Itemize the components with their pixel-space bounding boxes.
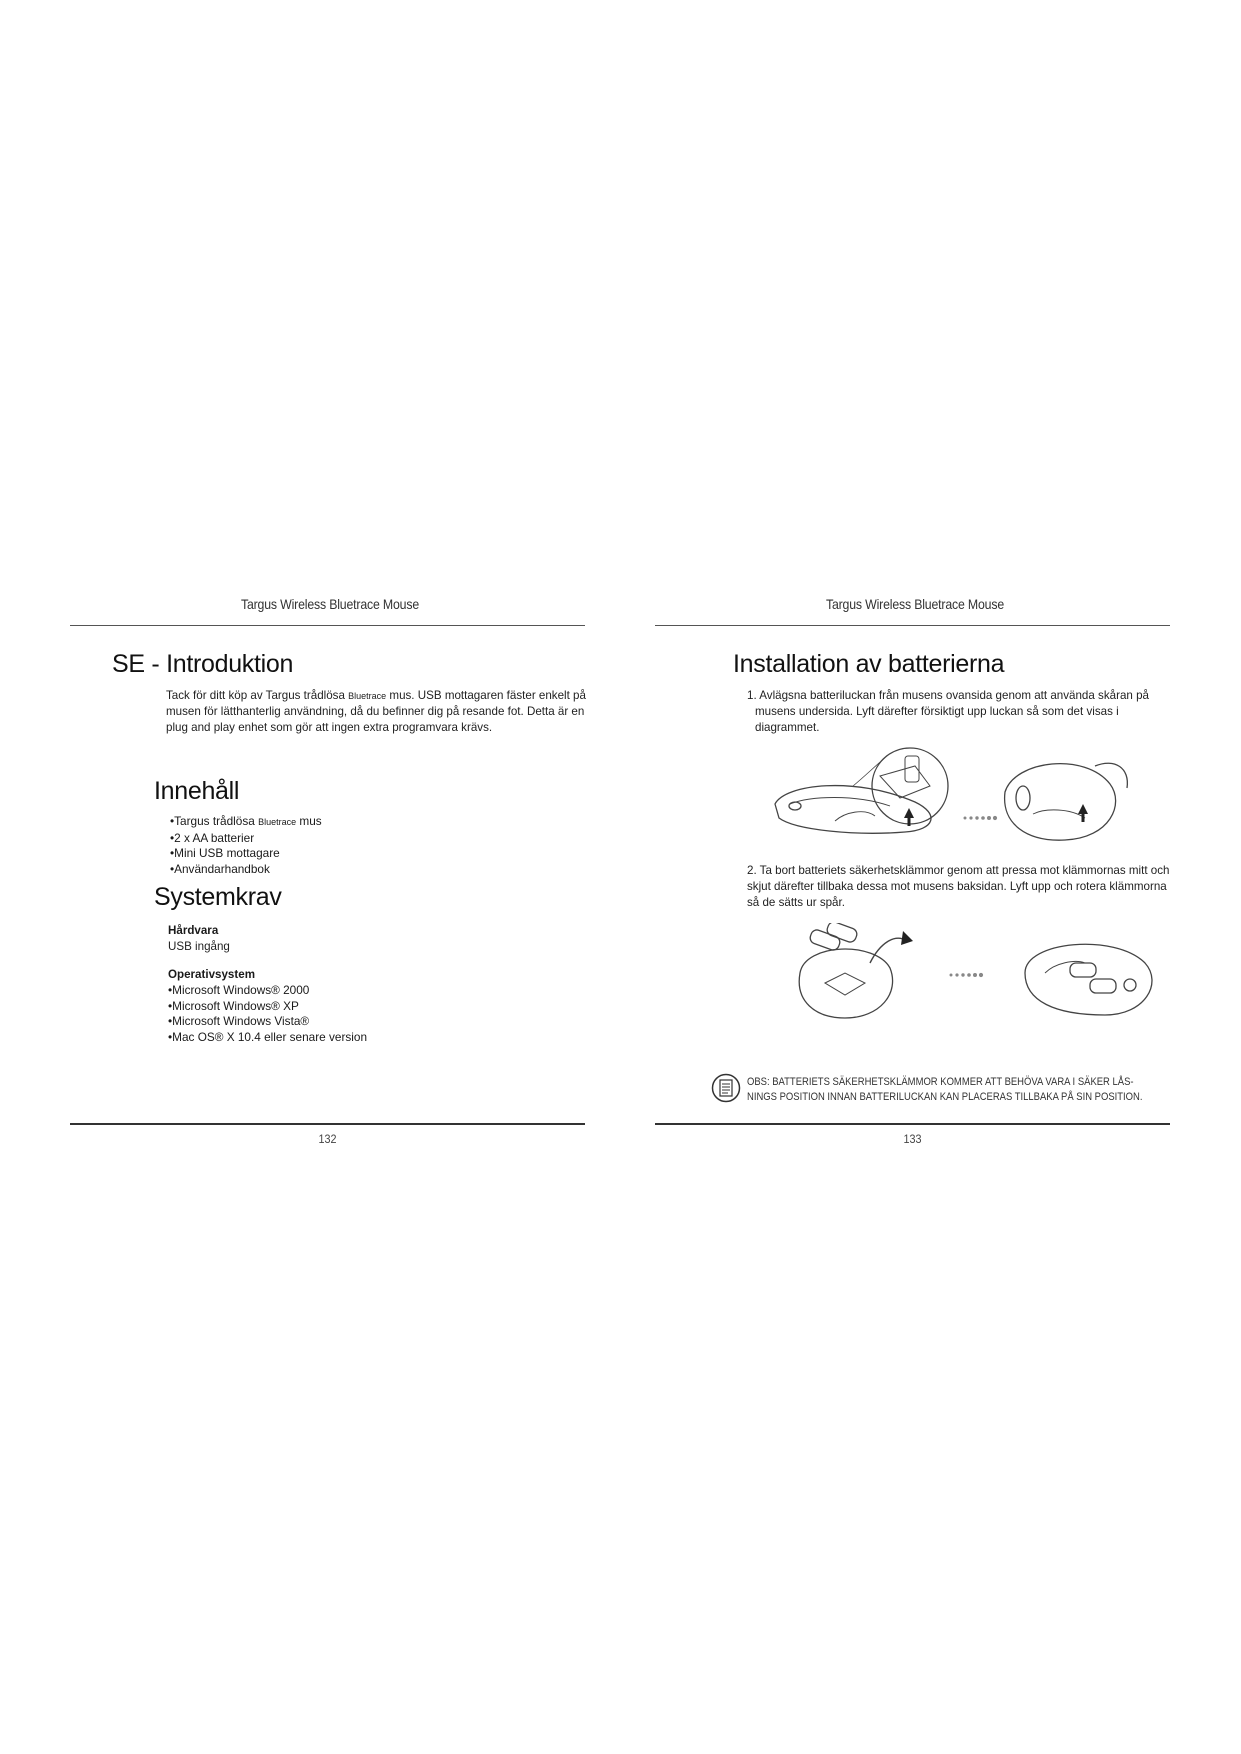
hardware-value: USB ingång [168, 940, 230, 953]
battery [1090, 979, 1116, 993]
running-head: Targus Wireless Bluetrace Mouse [240, 596, 420, 612]
battery-removal-diagram [785, 923, 1175, 1023]
intro-text-a: Tack för ditt köp av Targus trådlösa [166, 689, 349, 702]
sysreq-heading: Systemkrav [154, 883, 282, 911]
left-page [70, 580, 655, 1160]
intro-brand: Bluetrace [348, 691, 387, 701]
step-1: 1. Avlägsna batteriluckan från musens ovansida genom att använda skåran på musens undersida. Lyft därefter försiktigt upp luckan så som det visas i diagrammet. [747, 689, 1149, 734]
contents-list [170, 814, 322, 877]
battery [809, 928, 842, 951]
intro-paragraph [166, 688, 591, 736]
list-item: •Targus trådlösa Bluetrace mus [170, 814, 322, 828]
note-icon [711, 1073, 741, 1103]
intro-text-b: mus. USB mottagaren fäster enkelt på musen för lätthanterlig användning, då du befinner dig på resande fot. Detta är en plug and play enhet som gör att ingen extra programvara krävs. [166, 689, 586, 734]
list-item: •Microsoft Windows® 2000 [168, 983, 310, 997]
page-title: Installation av batterierna [733, 650, 1005, 678]
battery [826, 923, 859, 944]
list-item: •2 x AA batterier [170, 830, 255, 845]
running-head: Targus Wireless Bluetrace Mouse [825, 596, 1005, 612]
list-item: •Microsoft Windows Vista® [168, 1014, 310, 1028]
page-title: SE - Introduktion [112, 650, 294, 678]
contents-heading: Innehåll [154, 777, 240, 805]
list-item: •Mac OS® X 10.4 eller senare version [168, 1029, 368, 1044]
os-label: Operativsystem [168, 968, 255, 981]
list-item: •Mini USB mottagare [170, 846, 280, 860]
mouse-outline-2 [1005, 764, 1116, 841]
footer-rule [70, 1123, 585, 1125]
list-item: •Användarhandbok [170, 861, 270, 876]
safety-note: OBS: BATTERIETS SÄKERHETSKLÄMMOR KOMMER ATT BEHÖVA VARA I SÄKER LÅS- NINGS POSITION INNAN BATTERILUCKAN KAN PLACERAS TILLBAKA PÅ SIN POSITION. [747, 1076, 1143, 1103]
header-rule [70, 625, 585, 626]
list-item: •Microsoft Windows® XP [168, 998, 299, 1013]
footer-rule [655, 1123, 1170, 1125]
page-number: 133 [903, 1132, 922, 1146]
page-number: 132 [318, 1132, 337, 1146]
right-page [655, 580, 1240, 1160]
battery [1070, 963, 1096, 977]
os-list [168, 983, 367, 1045]
step-2: 2. Ta bort batteriets säkerhetsklämmor genom att pressa mot klämmornas mitt och skjut därefter tillbaka dessa mot musens baksidan. Lyft upp och rotera klämmorna så de sätts ur spår. [747, 864, 1170, 909]
header-rule [655, 625, 1170, 626]
battery-cover-diagram [765, 746, 1175, 856]
mouse-outline [799, 949, 892, 1018]
hardware-label: Hårdvara [168, 924, 219, 937]
